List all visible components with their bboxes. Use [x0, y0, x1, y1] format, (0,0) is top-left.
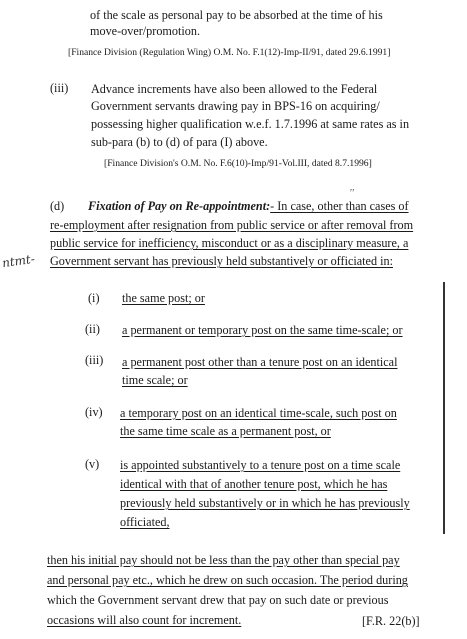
para-d-first-line	[88, 199, 409, 214]
item-line: officiated,	[120, 515, 170, 529]
reference-citation: [F.R. 22(b)]	[362, 614, 420, 628]
item-label: (iii)	[85, 353, 104, 367]
text-line: Government servants drawing pay in BPS-16 on acquiring/	[91, 99, 380, 113]
margin-bracket-line	[443, 282, 445, 534]
margin-annotation: ntmt-	[1, 251, 36, 271]
item-line: time scale; or	[122, 373, 188, 387]
section-heading: Fixation of Pay on Re-appointment:	[88, 199, 271, 213]
item-line: previously held substantively or in which he has previously	[120, 496, 410, 510]
para-label: (d)	[50, 199, 65, 213]
item-line: a permanent post other than a tenure post on an identical	[122, 355, 398, 369]
pen-tick-icon: ′′	[350, 188, 355, 199]
item-line: identical with that of another tenure post, which he has	[120, 477, 388, 491]
item-line: the same time scale as a permanent post, or	[120, 424, 331, 438]
text-line: public service for inefficiency, misconduct or as a disciplinary measure, a	[50, 236, 409, 250]
item-line: a temporary post on an identical time-scale, such post on	[120, 406, 397, 420]
text-line: possessing higher qualification w.e.f. 1.7.1996 at same rates as in	[91, 117, 410, 131]
text-line: occasions will also count for increment.	[47, 613, 242, 627]
reference-citation: [Finance Division (Regulation Wing) O.M. No. F.1(12)-Imp-II/91, dated 29.6.1991]	[68, 47, 391, 58]
text-segment: - In case, other than cases of	[270, 199, 409, 213]
text-line: Advance increments have also been allowed to the Federal	[91, 82, 378, 96]
item-line: is appointed substantively to a tenure post on a time scale	[120, 458, 401, 472]
text-line: sub-para (b) to (d) of para (I) above.	[91, 135, 268, 149]
text-line: Government servant has previously held substantively or officiated in:	[50, 254, 393, 268]
text-line: which the Government servant drew that pay on such date or previous	[47, 593, 389, 607]
item-label: (i)	[88, 291, 100, 305]
text-line: and personal pay etc., which he drew on such occasion. The period during	[47, 573, 408, 587]
item-label: (ii)	[85, 322, 100, 336]
text-line: then his initial pay should not be less than the pay other than special pay	[47, 553, 400, 567]
item-line: the same post; or	[122, 291, 205, 305]
text-line: re-employment after resignation from public service or after removal from	[50, 218, 414, 232]
para-label: (iii)	[50, 81, 69, 95]
reference-citation: [Finance Division's O.M. No. F.6(10)-Imp/91-Vol.III, dated 8.7.1996]	[104, 158, 372, 169]
item-line: a permanent or temporary post on the same time-scale; or	[122, 323, 403, 337]
text-line: of the scale as personal pay to be absorbed at the time of his	[90, 8, 383, 22]
item-label: (iv)	[85, 405, 103, 419]
item-label: (v)	[85, 457, 100, 471]
text-line: move-over/promotion.	[90, 24, 201, 38]
